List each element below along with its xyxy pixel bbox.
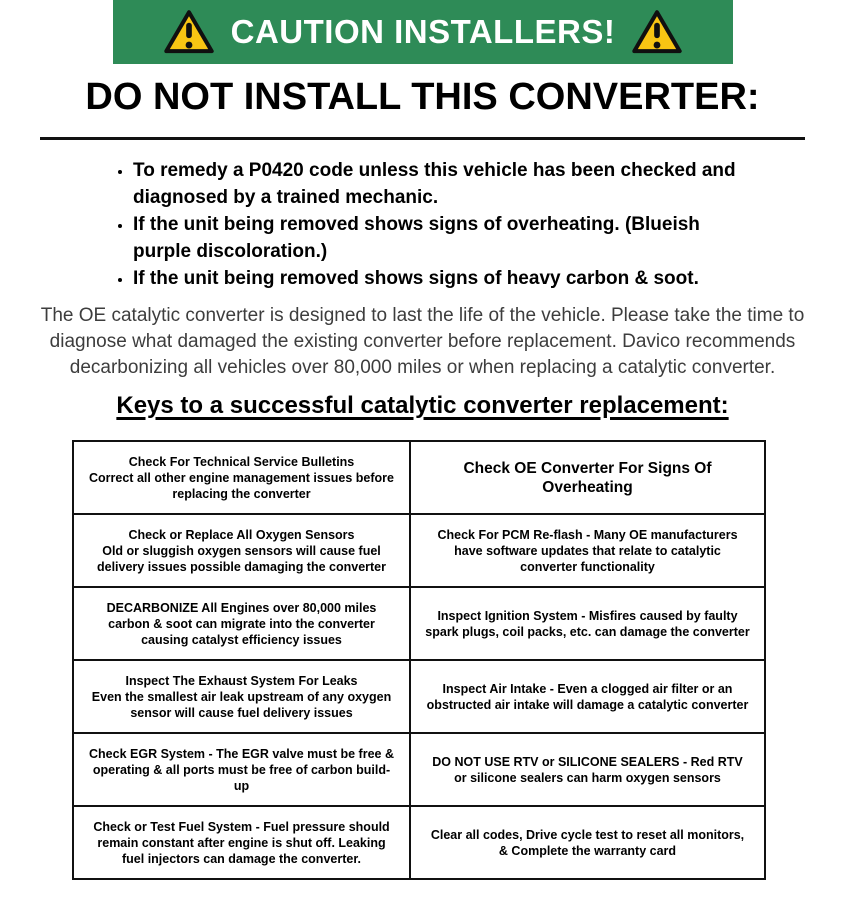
table-cell-right bbox=[410, 733, 765, 806]
warning-bullet-list bbox=[103, 157, 751, 292]
cell-text: Check or Test Fuel System - Fuel pressure should remain constant after engine is shut off. Leaking fuel injectors can damage the converter. bbox=[93, 819, 390, 866]
cell-text: Inspect The Exhaust System For Leaks bbox=[125, 673, 358, 688]
banner-title: CAUTION INSTALLERS! bbox=[230, 13, 616, 50]
cell-text: Clear all codes, Drive cycle test to reset all monitors, & Complete the warranty card bbox=[430, 827, 745, 858]
cell-text: Check or Replace All Oxygen Sensors bbox=[128, 527, 355, 542]
advisory-paragraph: The OE catalytic converter is designed to last the life of the vehicle. Please take the time to diagnose what damaged the existing converter before replacement. Davico recommends decarbonizing all vehicles over 80,000 miles or when replacing a catalytic converter. bbox=[40, 305, 805, 378]
cell-text: Even the smallest air leak upstream of any oxygen sensor will cause fuel delivery issues bbox=[91, 689, 392, 720]
table-cell-left bbox=[73, 660, 410, 733]
table-cell-right bbox=[410, 806, 765, 879]
keys-table bbox=[72, 440, 766, 880]
table-cell-right bbox=[410, 660, 765, 733]
table-cell-right bbox=[410, 441, 765, 514]
warning-bullet: • If the unit being removed shows signs of overheating. (Blueish purple discoloration.) bbox=[133, 211, 751, 265]
cell-text: Check OE Converter For Signs Of Overheating bbox=[463, 459, 712, 496]
cell-text: Check For Technical Service Bulletins bbox=[128, 454, 355, 469]
cell-text: Check EGR System - The EGR valve must be free & operating & all ports must be free of carbon build-up bbox=[89, 746, 394, 793]
table-row bbox=[73, 587, 765, 660]
cell-text: DECARBONIZE All Engines over 80,000 miles carbon & soot can migrate into the converter causing catalyst efficiency issues bbox=[106, 600, 377, 647]
warning-triangle-icon bbox=[631, 9, 683, 56]
table-row bbox=[73, 806, 765, 879]
warning-triangle-icon bbox=[163, 9, 215, 56]
cell-text: DO NOT USE RTV or SILICONE SEALERS - Red RTV or silicone sealers can harm oxygen sensors bbox=[432, 754, 743, 785]
warning-bullet: • To remedy a P0420 code unless this vehicle has been checked and diagnosed by a trained mechanic. bbox=[133, 157, 751, 211]
main-heading: DO NOT INSTALL THIS CONVERTER: bbox=[85, 76, 760, 118]
keys-heading: Keys to a successful catalytic converter replacement: bbox=[116, 392, 729, 419]
table-cell-left bbox=[73, 806, 410, 879]
cell-text: Inspect Air Intake - Even a clogged air filter or an obstructed air intake will damage a catalytic converter bbox=[426, 681, 749, 712]
warning-bullet: • If the unit being removed shows signs of heavy carbon & soot. bbox=[133, 265, 751, 292]
table-cell-left bbox=[73, 587, 410, 660]
table-row bbox=[73, 733, 765, 806]
table-cell-right bbox=[410, 514, 765, 587]
cell-text: Old or sluggish oxygen sensors will cause fuel delivery issues possible damaging the converter bbox=[97, 543, 386, 574]
table-cell-left bbox=[73, 441, 410, 514]
table-row bbox=[73, 660, 765, 733]
table-cell-right bbox=[410, 587, 765, 660]
cell-text: Check For PCM Re-flash - Many OE manufacturers have software updates that relate to catalytic converter functionality bbox=[437, 527, 738, 574]
table-row bbox=[73, 441, 765, 514]
table-row bbox=[73, 514, 765, 587]
divider-rule bbox=[40, 137, 805, 140]
table-cell-left bbox=[73, 514, 410, 587]
caution-banner bbox=[113, 0, 733, 64]
cell-text: Correct all other engine management issues before replacing the converter bbox=[89, 470, 394, 501]
cell-text: Inspect Ignition System - Misfires caused by faulty spark plugs, coil packs, etc. can damage the converter bbox=[425, 608, 750, 639]
table-cell-left bbox=[73, 733, 410, 806]
